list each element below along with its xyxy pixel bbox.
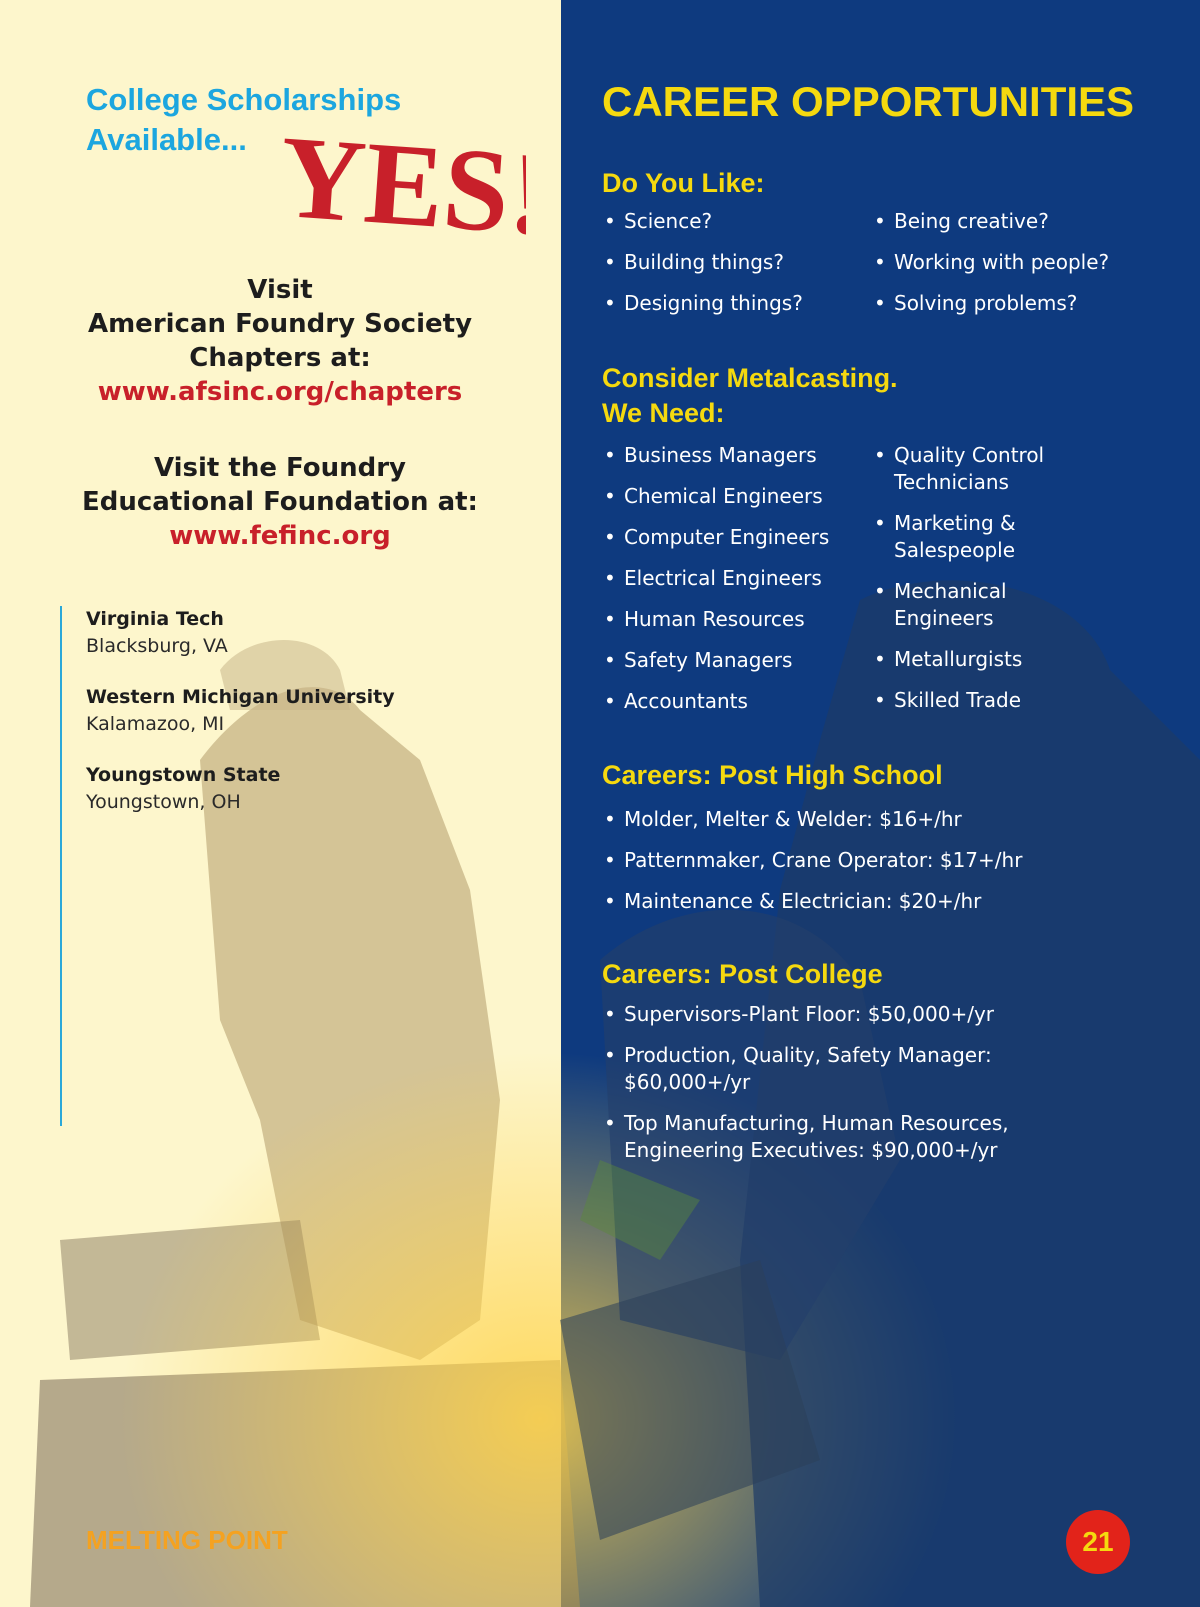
university-city: Kalamazoo, MI — [86, 713, 225, 735]
list-item: • Human Resources — [602, 606, 862, 633]
post-high-school-list — [602, 806, 1102, 915]
list-item: • Designing things? — [602, 290, 852, 317]
visit-fef-line1: Visit the Foundry — [153, 453, 407, 483]
afs-chapters-link[interactable]: www.afsinc.org/chapters — [97, 377, 463, 407]
metalcasting-heading-line1: Consider Metalcasting. — [602, 363, 898, 393]
need-list-1 — [602, 442, 862, 715]
yes-stamp-text: YES! — [276, 112, 526, 252]
visit-fef-line2: Educational Foundation at: — [82, 487, 478, 517]
list-item: • Quality Control Technicians — [872, 442, 1082, 496]
list-item: • Production, Quality, Safety Manager: $60,000+/yr — [602, 1042, 1022, 1096]
scholarship-heading-line2: Available... — [86, 122, 247, 157]
list-item: • Being creative? — [872, 208, 1172, 235]
metalcasting-heading-line2: We Need: — [602, 398, 725, 428]
university-item — [86, 684, 506, 738]
list-item: • Marketing & Salespeople — [872, 510, 1082, 564]
list-item: • Chemical Engineers — [602, 483, 862, 510]
list-item: • Top Manufacturing, Human Resources, Engineering Executives: $90,000+/yr — [602, 1110, 1022, 1164]
post-college-list — [602, 1001, 1022, 1164]
fef-link[interactable]: www.fefinc.org — [169, 521, 391, 551]
scholarship-heading-line1: College Scholarships — [86, 82, 402, 117]
page-number-badge: 21 — [1066, 1510, 1130, 1574]
visit-afs-line2: American Foundry Society — [87, 309, 473, 339]
visit-afs-line3: Chapters at: — [189, 343, 371, 373]
university-city: Youngstown, OH — [86, 791, 241, 813]
magazine-name: MELTING POINT — [86, 1525, 288, 1555]
list-item: • Accountants — [602, 688, 862, 715]
university-name: Virginia Tech — [86, 608, 224, 630]
list-item: • Working with people? — [872, 249, 1172, 276]
do-you-like-heading: Do You Like: — [602, 168, 765, 198]
visit-afs-line1: Visit — [247, 275, 313, 305]
list-item: • Mechanical Engineers — [872, 578, 1082, 632]
list-item: • Electrical Engineers — [602, 565, 862, 592]
list-item: • Maintenance & Electrician: $20+/hr — [602, 888, 1102, 915]
list-item: • Science? — [602, 208, 852, 235]
list-item: • Computer Engineers — [602, 524, 862, 551]
list-item: • Patternmaker, Crane Operator: $17+/hr — [602, 847, 1102, 874]
list-item: • Metallurgists — [872, 646, 1082, 673]
post-college-heading: Careers: Post College — [602, 959, 883, 989]
list-item: • Business Managers — [602, 442, 862, 469]
visit-afs-block — [60, 273, 500, 409]
list-item: • Skilled Trade — [872, 687, 1082, 714]
metalcasting-heading — [602, 361, 898, 431]
list-item: • Safety Managers — [602, 647, 862, 674]
list-item: • Molder, Melter & Welder: $16+/hr — [602, 806, 1102, 833]
list-item: • Building things? — [602, 249, 852, 276]
post-high-school-heading: Careers: Post High School — [602, 760, 943, 790]
university-list — [60, 606, 506, 1126]
visit-fef-block — [60, 451, 500, 553]
university-name: Western Michigan University — [86, 686, 395, 708]
university-item — [86, 606, 506, 660]
do-you-like-list-1 — [602, 208, 852, 317]
university-name: Youngstown State — [86, 764, 281, 786]
list-item: • Supervisors-Plant Floor: $50,000+/yr — [602, 1001, 1022, 1028]
university-item — [86, 762, 506, 816]
do-you-like-list-2 — [872, 208, 1172, 317]
career-title: CAREER OPPORTUNITIES — [602, 78, 1135, 125]
university-city: Blacksburg, VA — [86, 635, 228, 657]
need-list-2 — [872, 442, 1082, 714]
yes-stamp — [276, 112, 526, 252]
list-item: • Solving problems? — [872, 290, 1172, 317]
